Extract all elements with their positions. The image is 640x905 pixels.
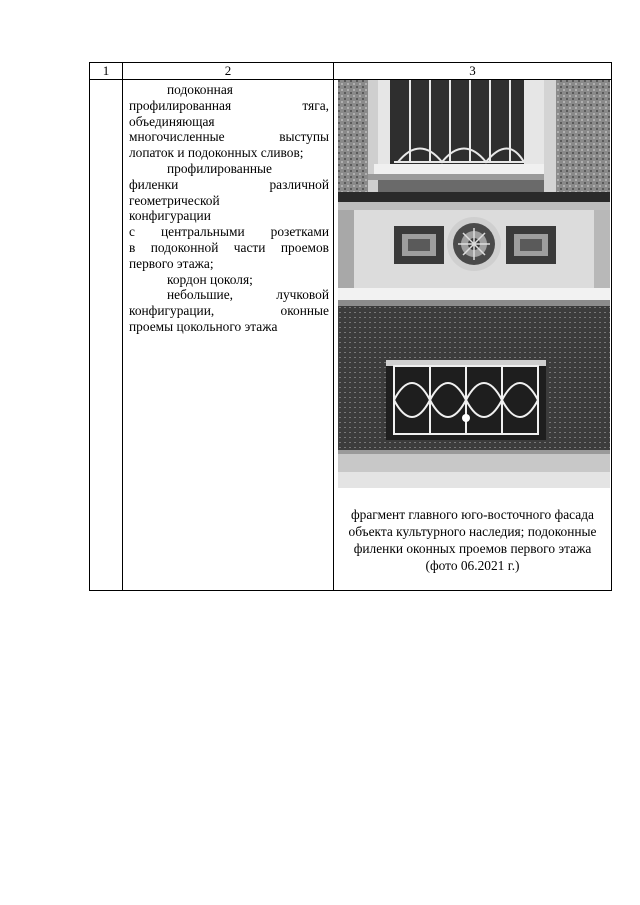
description-line: с центральными розетками bbox=[129, 224, 329, 240]
description-line: небольшие, лучковой bbox=[167, 287, 329, 303]
description-line: геометрической bbox=[129, 192, 220, 208]
description-line: конфигурации, оконные bbox=[129, 303, 329, 319]
description-line: объединяющая bbox=[129, 113, 215, 129]
photo-caption: фрагмент главного юго-восточного фасада объекта культурного наследия; подоконные филенки оконных проемов первого этажа (фото 06.2021 г.) bbox=[348, 507, 597, 573]
description-line: профилированная тяга, bbox=[129, 97, 329, 113]
column-number-1: 1 bbox=[90, 63, 123, 80]
table-header-row bbox=[90, 63, 612, 80]
description-line: подоконная bbox=[167, 82, 233, 97]
description-line: в подоконной части проемов bbox=[129, 239, 329, 255]
description-line: первого этажа; bbox=[129, 255, 214, 271]
description-line: многочисленные выступы bbox=[129, 129, 329, 145]
row-number-cell bbox=[90, 80, 123, 591]
description-line: конфигурации bbox=[129, 208, 211, 224]
photo-cell bbox=[334, 80, 612, 591]
facade-photo bbox=[338, 80, 610, 488]
description-cell bbox=[123, 80, 334, 591]
description-line: филенки различной bbox=[129, 176, 329, 192]
column-number-3: 3 bbox=[334, 63, 612, 80]
document-table bbox=[89, 62, 612, 591]
description-line: лопаток и подоконных сливов; bbox=[129, 145, 304, 161]
description-line: профилированные bbox=[167, 160, 272, 176]
description-line: проемы цокольного этажа bbox=[129, 318, 278, 334]
column-number-2: 2 bbox=[123, 63, 334, 80]
element-description bbox=[123, 80, 333, 335]
table-row bbox=[90, 80, 612, 591]
description-line: кордон цоколя; bbox=[167, 271, 253, 287]
